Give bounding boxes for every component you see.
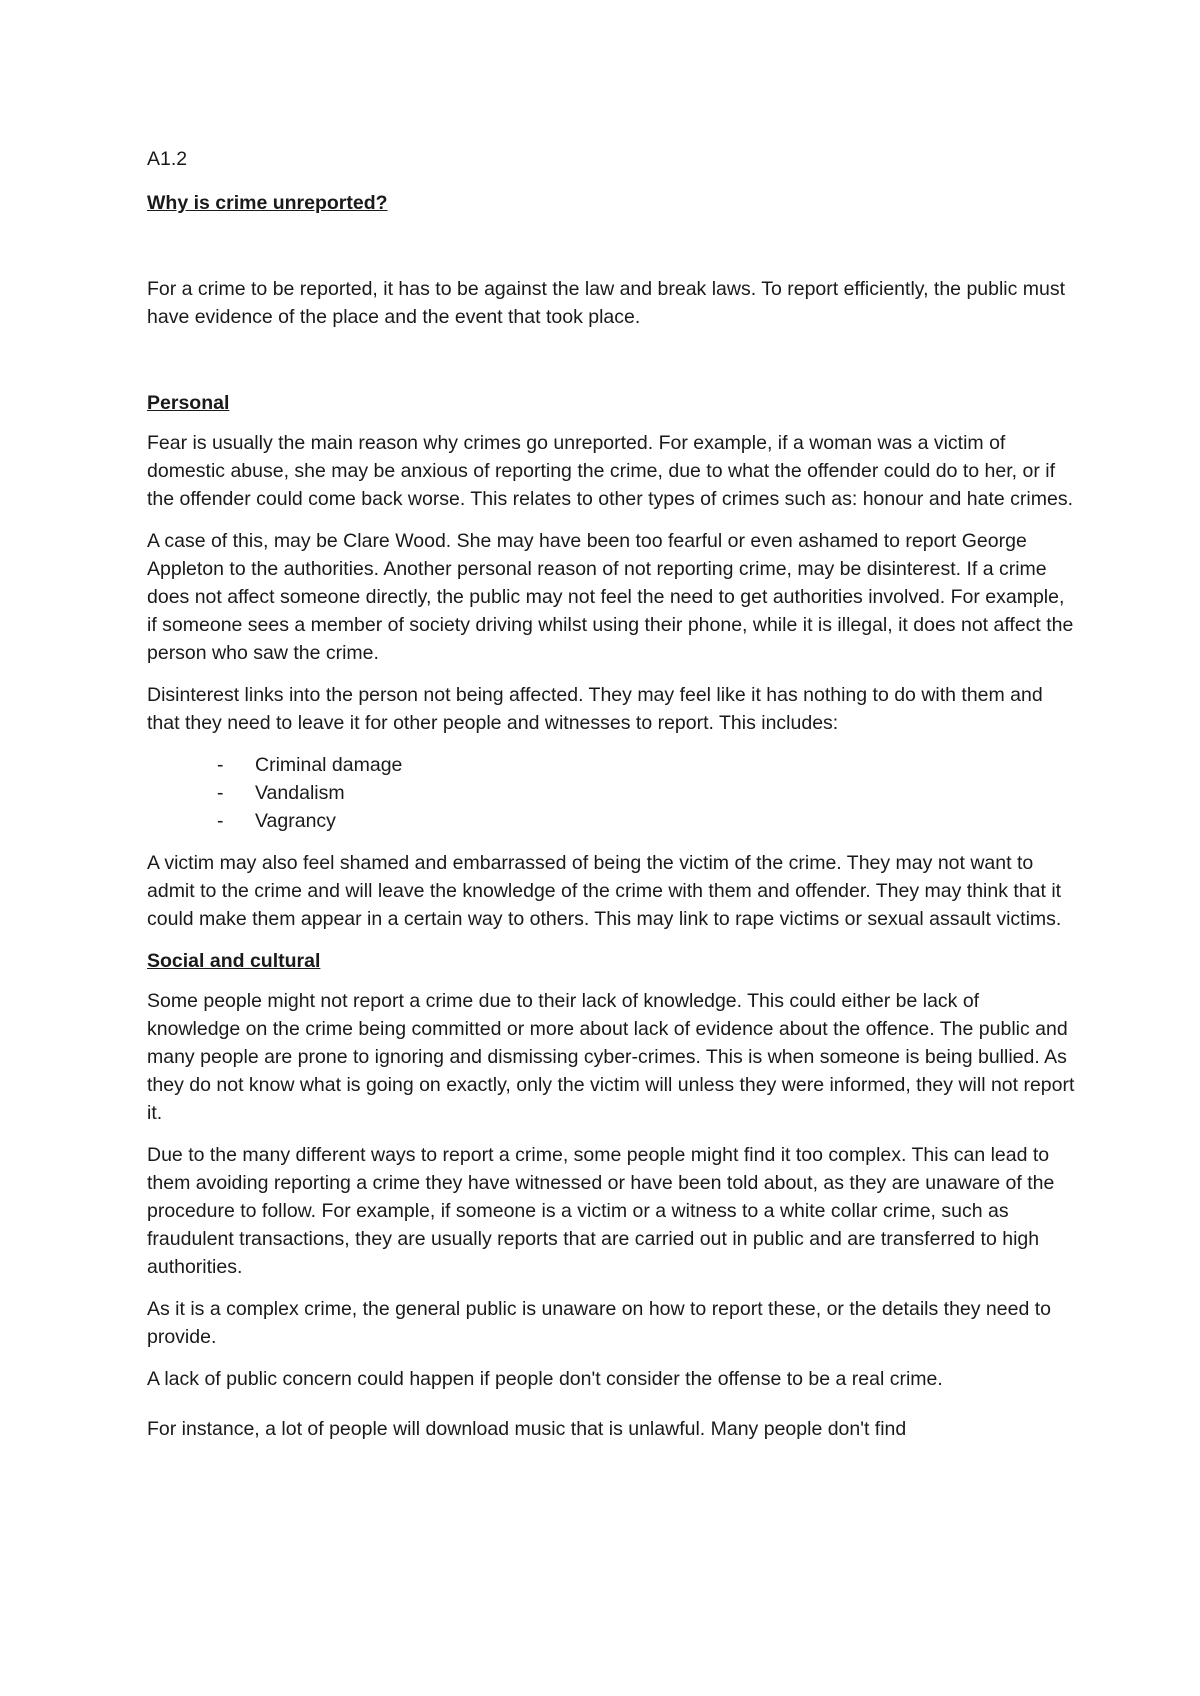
- document-body: [147, 145, 1077, 1457]
- section-code: A1.2: [147, 148, 188, 170]
- personal-paragraph-1: Fear is usually the main reason why crimes go unreported. For example, if a woman was a victim of domestic abuse, she may be anxious of reporting the crime, due to what the offender could do to her, or if the offender could come back worse. This relates to other types of crimes such as: honour and hate crimes.: [147, 432, 1074, 510]
- intro-paragraph: For a crime to be reported, it has to be against the law and break laws. To report efficiently, the public must have evidence of the place and the event that took place.: [147, 278, 1066, 328]
- social-cultural-heading: Social and cultural: [147, 950, 321, 972]
- personal-closing-paragraph: A victim may also feel shamed and embarrassed of being the victim of the crime. They may not want to admit to the crime and will leave the knowledge of the crime with them and offender. They may think that it could make them appear in a certain way to others. This may link to rape victims or sexual assault victims.: [147, 852, 1062, 930]
- personal-heading: Personal: [147, 392, 230, 414]
- social-paragraph-5: For instance, a lot of people will download music that is unlawful. Many people don't find: [147, 1418, 907, 1440]
- social-paragraph-2: Due to the many different ways to report a crime, some people might find it too complex. This can lead to them avoiding reporting a crime they have witnessed or have been told about, as they are unaware of the procedure to follow. For example, if someone is a victim or a witness to a white collar crime, such as fraudulent transactions, they are usually reports that are carried out in public and are transferred to high authorities.: [147, 1144, 1055, 1278]
- social-paragraph-4: A lack of public concern could happen if people don't consider the offense to be a real crime.: [147, 1368, 943, 1390]
- list-item: [217, 779, 1077, 807]
- list-dash: -: [217, 754, 224, 776]
- list-item: [217, 807, 1077, 835]
- social-paragraph-1: Some people might not report a crime due to their lack of knowledge. This could either be lack of knowledge on the crime being committed or more about lack of evidence about the offence. The public and many people are prone to ignoring and dismissing cyber-crimes. This is when someone is being bullied. As they do not know what is going on exactly, only the victim will unless they were informed, they will not report it.: [147, 990, 1075, 1124]
- crime-type-list: [147, 751, 1077, 835]
- personal-paragraph-2: A case of this, may be Clare Wood. She may have been too fearful or even ashamed to report George Appleton to the authorities. Another personal reason of not reporting crime, may be disinterest. If a crime does not affect someone directly, the public may not feel the need to get authorities involved. For example, if someone sees a member of society driving whilst using their phone, while it is illegal, it does not affect the person who saw the crime.: [147, 530, 1074, 664]
- list-item-text: Vagrancy: [255, 810, 336, 832]
- list-dash: -: [217, 810, 224, 832]
- list-dash: -: [217, 782, 224, 804]
- social-paragraph-3: As it is a complex crime, the general public is unaware on how to report these, or the details they need to provide.: [147, 1298, 1051, 1348]
- list-item-text: Vandalism: [255, 782, 345, 804]
- list-item-text: Criminal damage: [255, 754, 403, 776]
- document-title: Why is crime unreported?: [147, 192, 388, 214]
- personal-paragraph-3: Disinterest links into the person not being affected. They may feel like it has nothing to do with them and that they need to leave it for other people and witnesses to report. This includes:: [147, 684, 1043, 734]
- list-item: [217, 751, 1077, 779]
